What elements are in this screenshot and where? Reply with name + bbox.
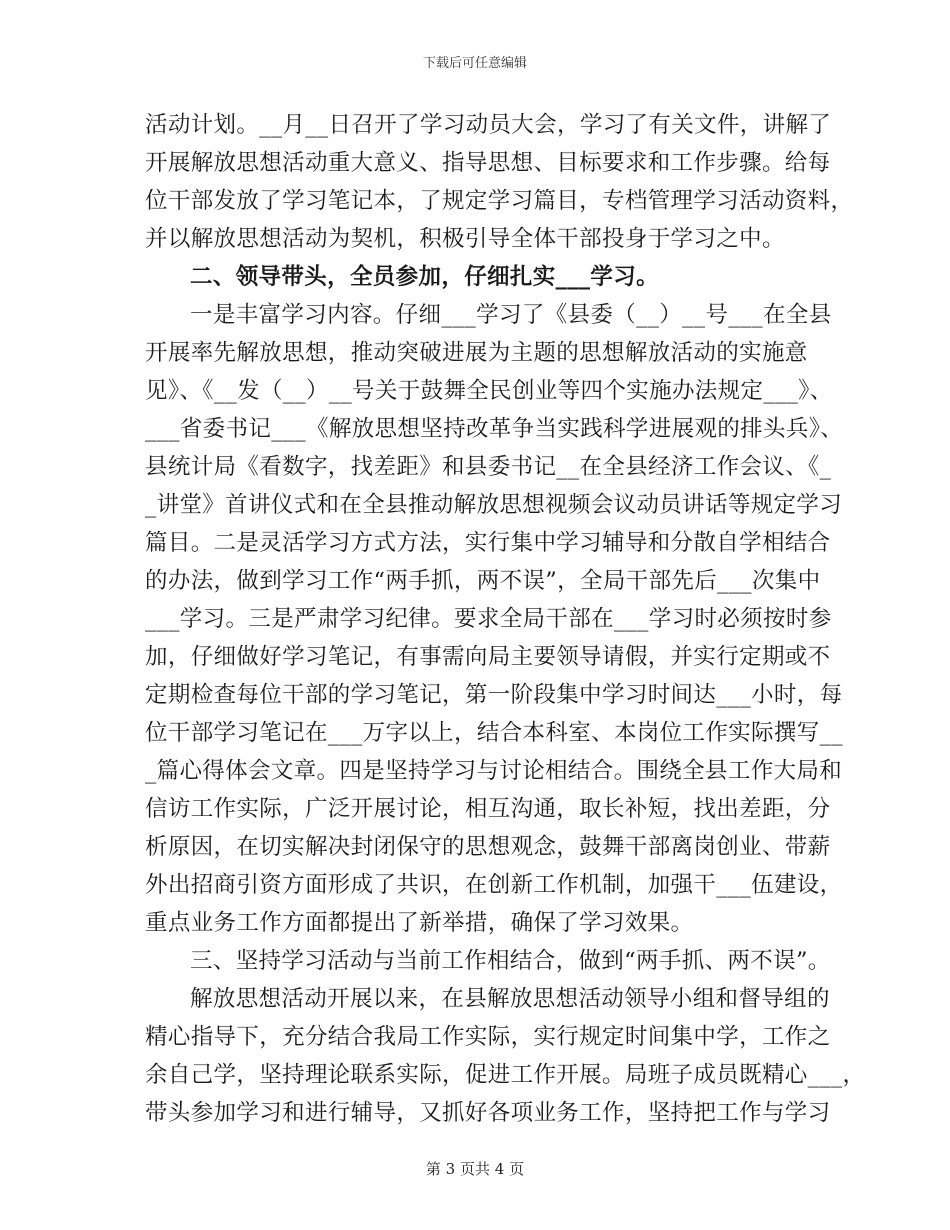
body-line: ___省委书记___《解放思想坚持改革争当实践科学进展观的排头兵》、 (145, 416, 844, 442)
body-line: 并以解放思想活动为契机，积极引导全体干部投身于学习之中。 (145, 226, 785, 252)
page-footer: 第 3 页共 4 页 (425, 1160, 525, 1178)
body-line: 余自己学，坚持理论联系实际，促进工作开展。局班子成员既精心___， (145, 1062, 866, 1088)
body-line: 定期检查每位干部的学习笔记，第一阶段集中学习时间达___小时，每 (145, 682, 843, 708)
body-line: 信访工作实际，广泛开展讨论，相互沟通，取长补短，找出差距，分 (145, 796, 831, 822)
page-header: 下载后可任意编辑 (422, 56, 527, 71)
body-line: 一是丰富学习内容。仔细___学习了《县委（__）__号___在全县 (190, 302, 832, 328)
body-line: 重点业务工作方面都提出了新举措，确保了学习效果。 (145, 910, 694, 936)
body-line: 精心指导下，充分结合我局工作实际，实行规定时间集中学，工作之 (145, 1024, 831, 1050)
body-line: 外出招商引资方面形成了共识，在创新工作机制，加强干___伍建设， (145, 872, 843, 898)
body-line: 见》、《__发（__）__号关于鼓舞全民创业等四个实施办法规定___》、 (145, 378, 833, 404)
section-heading-3: 三、坚持学习活动与当前工作相结合，做到“两手抓、两不误”。 (190, 948, 831, 974)
body-line: 析原因，在切实解决封闭保守的思想观念，鼓舞干部离岗创业、带薪 (145, 834, 831, 860)
body-line: _讲堂》首讲仪式和在全县推动解放思想视频会议动员讲话等规定学习 (145, 492, 843, 518)
body-line: ___学习。三是严肃学习纪律。要求全局干部在___学习时必须按时参 (145, 606, 832, 632)
body-line: 篇目。二是灵活学习方式方法，实行集中学习辅导和分散自学相结合 (145, 530, 831, 556)
body-line: 带头参加学习和进行辅导，又抓好各项业务工作，坚持把工作与学习 (145, 1100, 831, 1126)
body-line: 活动计划。__月__日召开了学习动员大会，学习了有关文件，讲解了 (145, 112, 832, 138)
section-heading-2: 二、领导带头，全员参加，仔细扎实___学习。 (190, 264, 659, 290)
body-line: 位干部发放了学习笔记本，了规定学习篇目，专档管理学习活动资料， (145, 188, 854, 214)
body-line: _篇心得体会文章。四是坚持学习与讨论相结合。围绕全县工作大局和 (145, 758, 843, 784)
body-line: 解放思想活动开展以来，在县解放思想活动领导小组和督导组的 (190, 986, 830, 1012)
body-line: 开展率先解放思想，推动突破进展为主题的思想解放活动的实施意 (145, 340, 808, 366)
body-line: 开展解放思想活动重大意义、指导思想、目标要求和工作步骤。给每 (145, 150, 831, 176)
body-line: 县统计局《看数字，找差距》和县委书记__在全县经济工作会议、《_ (145, 454, 832, 480)
body-line: 加，仔细做好学习笔记，有事需向局主要领导请假，并实行定期或不 (145, 644, 831, 670)
body-line: 的办法，做到学习工作“两手抓，两不误”，全局干部先后___次集中 (145, 568, 821, 594)
body-line: 位干部学习笔记在___万字以上，结合本科室、本岗位工作实际撰写__ (145, 720, 843, 746)
